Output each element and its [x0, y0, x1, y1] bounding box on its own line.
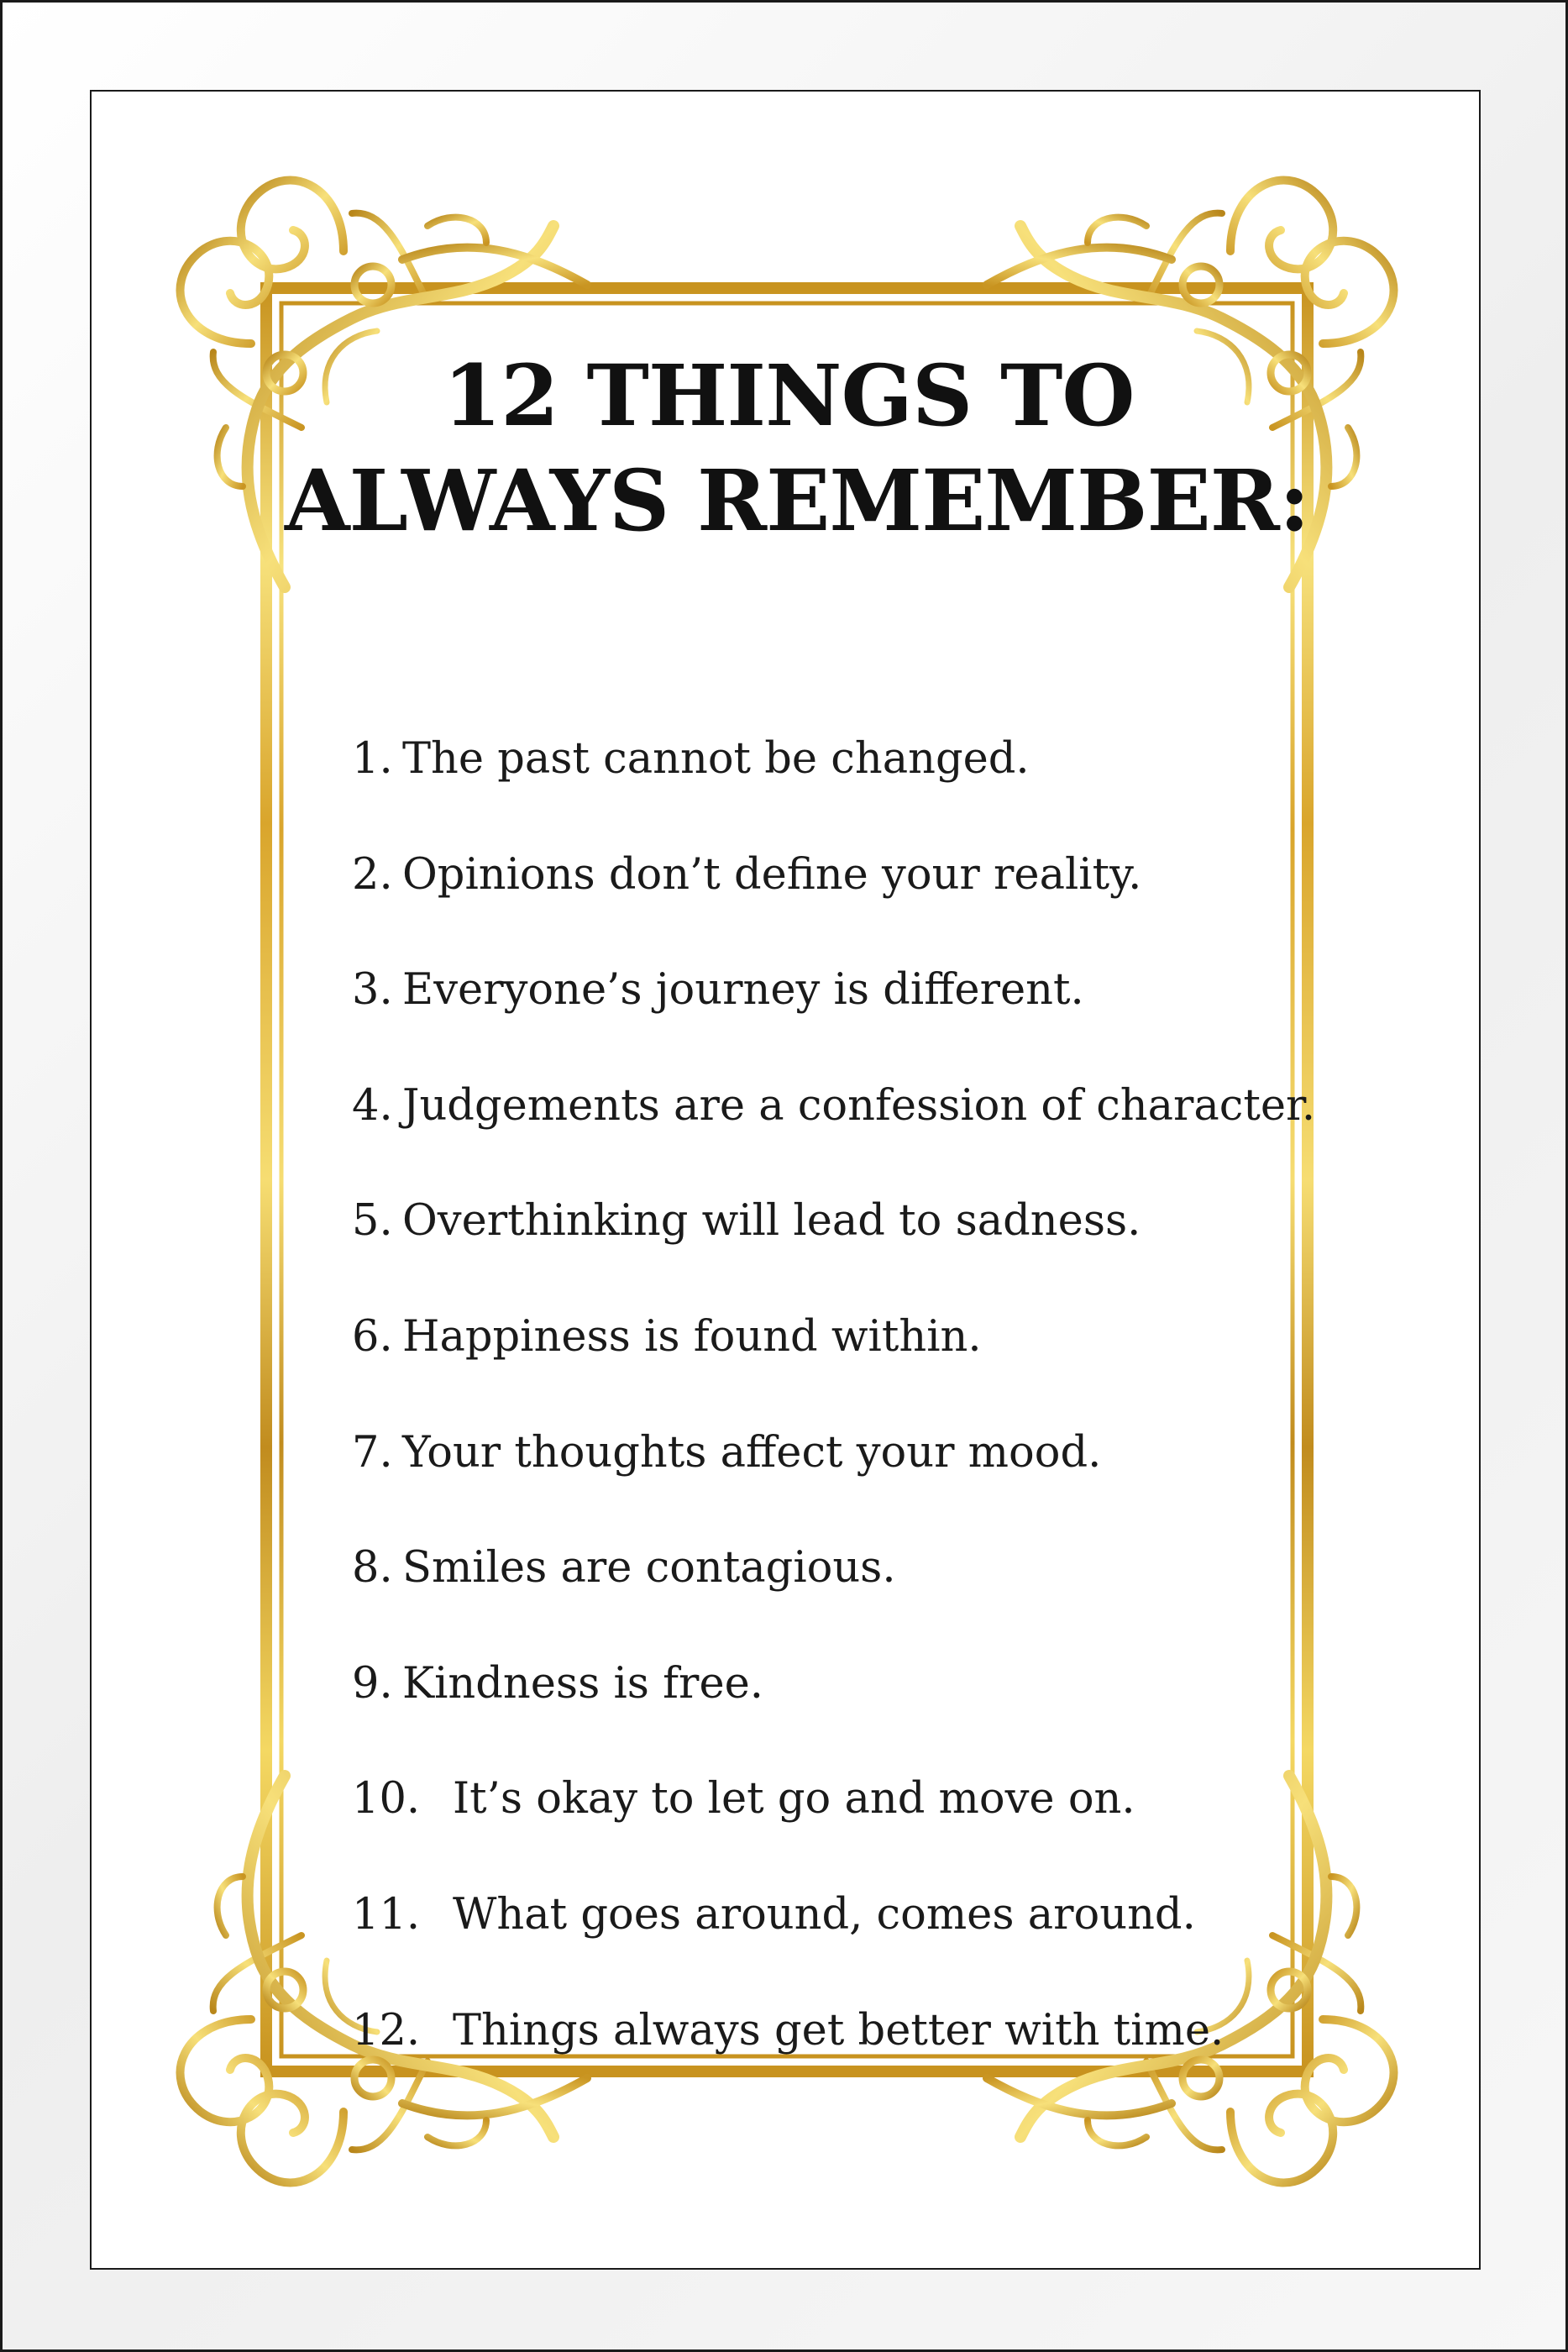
item-number: 2. — [352, 849, 393, 900]
list-item — [352, 1543, 1343, 1659]
item-text: Everyone’s journey is different. — [402, 965, 1084, 1016]
item-text: Smiles are contagious. — [402, 1543, 896, 1593]
item-text: It’s okay to let go and move on. — [453, 1774, 1135, 1824]
list-item — [352, 850, 1343, 966]
list-item — [352, 1428, 1343, 1544]
list-item — [352, 1659, 1343, 1775]
item-text: Judgements are a confession of character. — [402, 1080, 1316, 1131]
item-text: What goes around, comes around. — [453, 1889, 1196, 1940]
title-line-1: 12 THINGS TO — [443, 346, 1135, 445]
item-number: 9. — [352, 1658, 393, 1709]
item-number: 11. — [352, 1889, 421, 1940]
list-item — [352, 1312, 1343, 1428]
list-item — [352, 965, 1343, 1081]
poster-title — [285, 344, 1309, 554]
item-number: 1. — [352, 734, 393, 784]
item-text: The past cannot be changed. — [402, 734, 1030, 784]
list-item — [352, 734, 1343, 850]
list-item — [352, 1081, 1343, 1197]
item-text: Things always get better with time. — [453, 2005, 1225, 2055]
item-number: 12. — [352, 2005, 421, 2055]
item-number: 6. — [352, 1311, 393, 1362]
item-number: 7. — [352, 1427, 393, 1478]
item-number: 8. — [352, 1543, 393, 1593]
list-item — [352, 1196, 1343, 1312]
item-text: Opinions don’t define your reality. — [402, 849, 1142, 900]
item-number: 4. — [352, 1080, 393, 1131]
item-number: 5. — [352, 1196, 393, 1247]
reminders-list — [352, 734, 1343, 2121]
title-line-2: ALWAYS REMEMBER: — [285, 451, 1309, 550]
list-item — [352, 1890, 1343, 2006]
list-item — [352, 1774, 1343, 1890]
item-text: Kindness is free. — [402, 1658, 764, 1709]
item-number: 10. — [352, 1774, 421, 1824]
item-number: 3. — [352, 965, 393, 1016]
item-text: Overthinking will lead to sadness. — [402, 1196, 1141, 1247]
poster-mat — [90, 90, 1481, 2270]
item-text: Happiness is found within. — [402, 1311, 982, 1362]
list-item — [352, 2006, 1343, 2122]
item-text: Your thoughts affect your mood. — [402, 1427, 1102, 1478]
